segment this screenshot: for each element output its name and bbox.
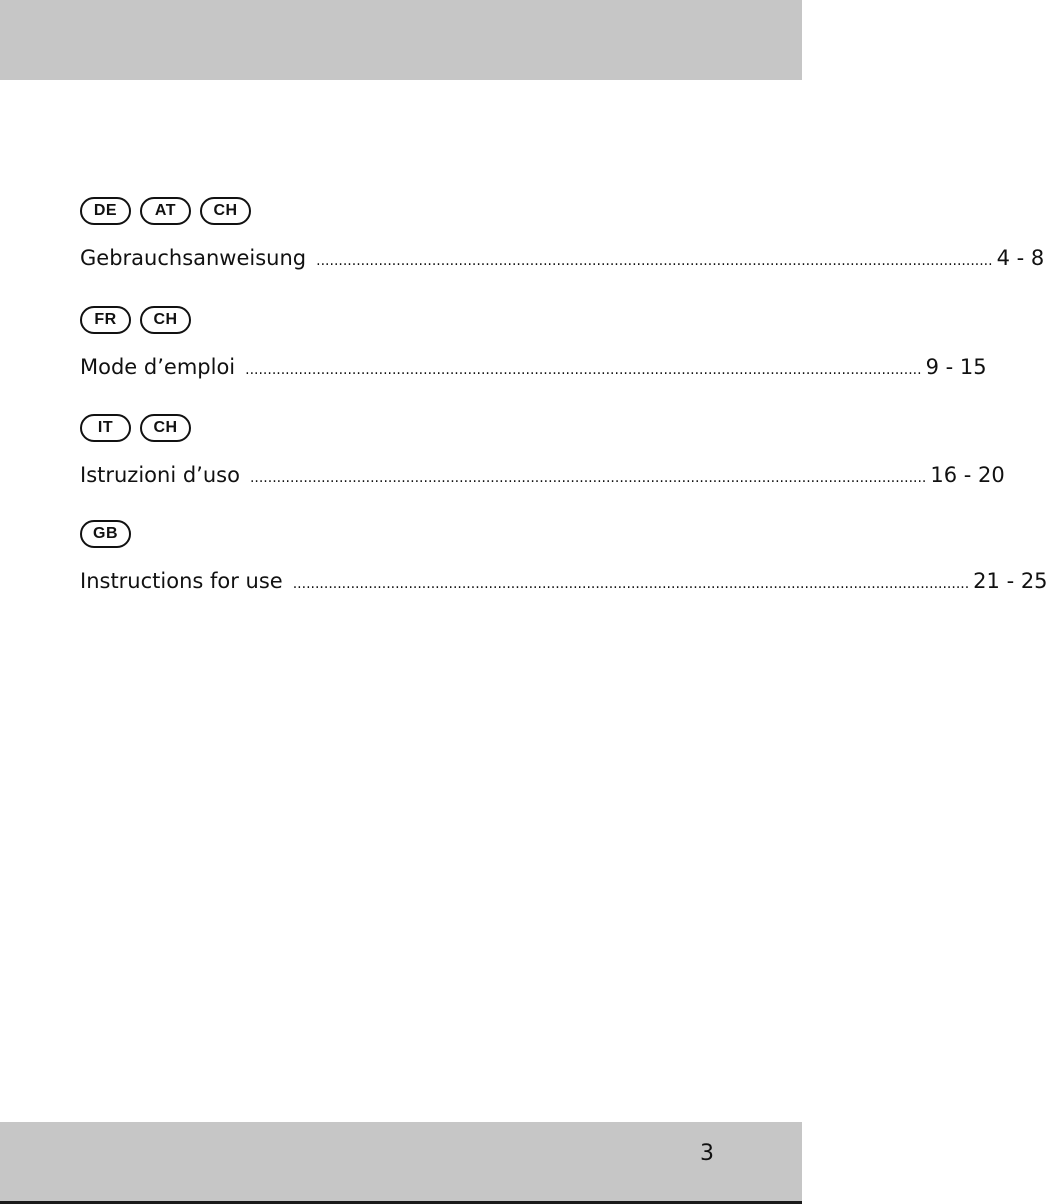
country-badge-it: IT — [80, 414, 131, 442]
footer-band — [0, 1122, 802, 1204]
country-badge-at: AT — [140, 197, 191, 225]
country-badges — [80, 413, 740, 443]
country-badge-gb: GB — [80, 520, 131, 548]
toc-title: Istruzioni d’uso — [80, 463, 240, 487]
toc-entry-english — [80, 519, 1048, 597]
country-badge-ch: CH — [140, 414, 191, 442]
toc-page-range: 21 - 25 — [973, 569, 1048, 593]
toc-title: Gebrauchsanweisung — [80, 246, 307, 270]
country-badges — [80, 519, 740, 549]
toc-page-range: 9 - 15 — [925, 355, 987, 379]
dot-leader: ........................................................................................................................................................ — [316, 253, 993, 269]
toc-line[interactable] — [80, 244, 1045, 274]
dot-leader: ........................................................................................................................................................ — [249, 470, 927, 486]
toc-title: Instructions for use — [80, 569, 283, 593]
country-badges — [80, 196, 740, 226]
toc-line[interactable] — [80, 567, 1048, 597]
country-badge-fr: FR — [80, 306, 131, 334]
header-band — [0, 0, 802, 80]
country-badge-ch: CH — [140, 306, 191, 334]
dot-leader: ........................................................................................................................................................ — [245, 362, 922, 378]
toc-page-range: 16 - 20 — [930, 463, 1005, 487]
toc-entry-french — [80, 305, 987, 383]
toc-entry-german — [80, 196, 1045, 274]
toc-entry-italian — [80, 413, 1005, 491]
toc-title: Mode d’emploi — [80, 355, 236, 379]
toc-line[interactable] — [80, 461, 1005, 491]
country-badge-de: DE — [80, 197, 131, 225]
country-badges — [80, 305, 740, 335]
dot-leader: ........................................................................................................................................................ — [292, 576, 970, 592]
page-number: 3 — [700, 1141, 714, 1166]
toc-page-range: 4 - 8 — [996, 246, 1045, 270]
country-badge-ch: CH — [200, 197, 251, 225]
toc-line[interactable] — [80, 353, 987, 383]
